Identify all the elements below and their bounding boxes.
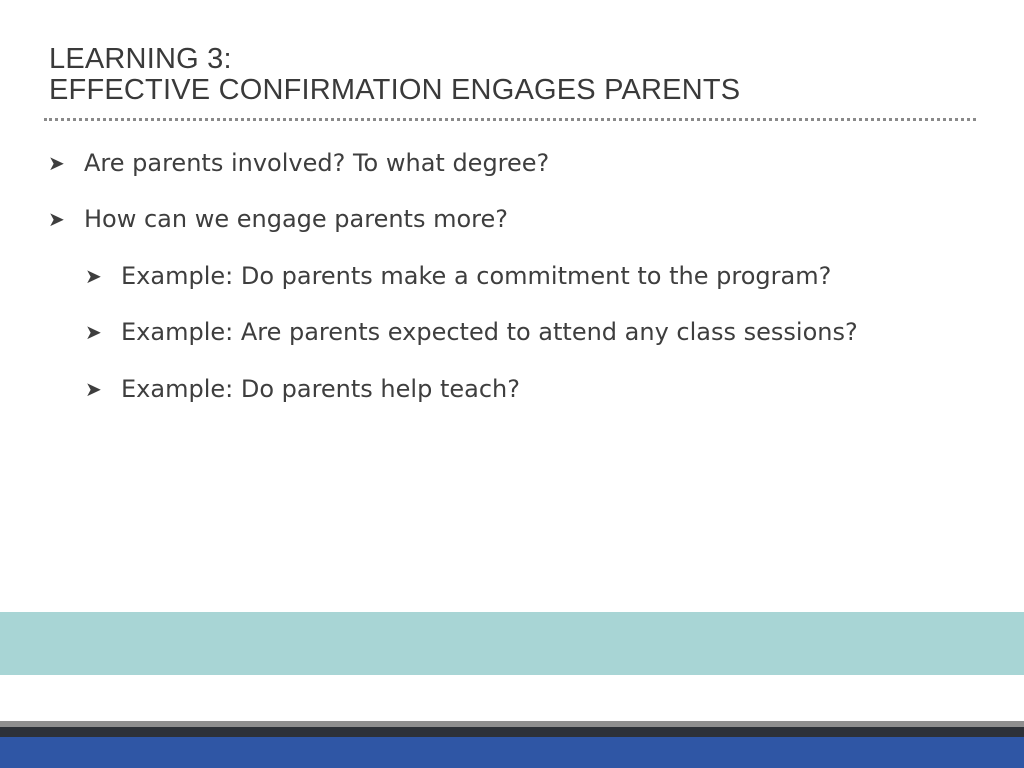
list-item <box>48 145 549 181</box>
title-divider <box>44 118 976 121</box>
sub-list-item <box>85 314 858 350</box>
slide-title-line-1: LEARNING 3: <box>49 43 232 75</box>
sub-list-item <box>85 258 831 294</box>
dark-footer-stripe <box>0 727 1024 737</box>
teal-footer-band <box>0 612 1024 675</box>
slide-title-line-2: EFFECTIVE CONFIRMATION ENGAGES PARENTS <box>49 74 741 106</box>
arrowhead-bullet-icon: ➤ <box>85 320 102 344</box>
blue-footer-band <box>0 737 1024 768</box>
arrowhead-bullet-icon: ➤ <box>85 377 102 401</box>
sub-list-item-text: Example: Are parents expected to attend any class sessions? <box>121 318 858 346</box>
list-item-text: Are parents involved? To what degree? <box>84 149 550 177</box>
arrowhead-bullet-icon: ➤ <box>85 264 102 288</box>
list-item-text: How can we engage parents more? <box>84 205 509 233</box>
arrowhead-bullet-icon: ➤ <box>48 151 65 175</box>
sub-list-item-text: Example: Do parents make a commitment to the program? <box>121 262 832 290</box>
arrowhead-bullet-icon: ➤ <box>48 207 65 231</box>
slide-title <box>49 44 949 106</box>
list-item <box>48 201 508 237</box>
sub-list-item <box>85 371 520 407</box>
sub-list-item-text: Example: Do parents help teach? <box>121 375 520 403</box>
